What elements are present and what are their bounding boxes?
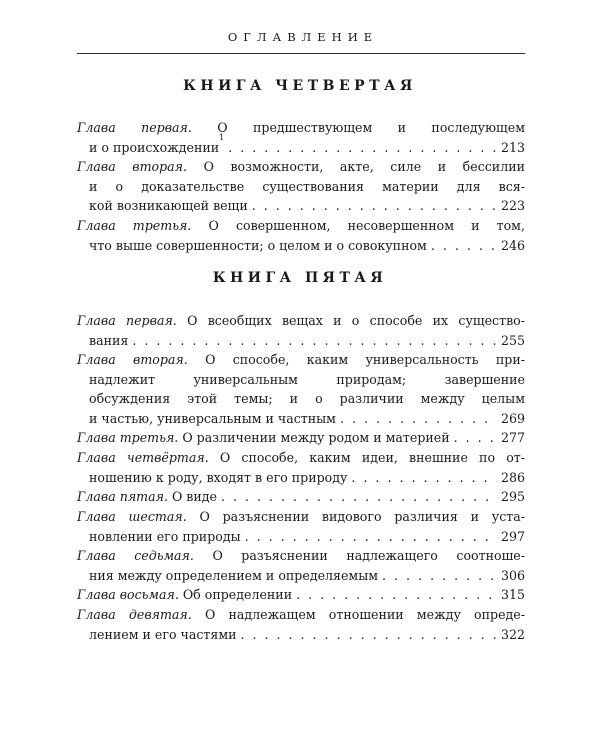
dot-leader: [252, 196, 497, 216]
toc-entry[interactable]: Глава третья. О совершенном, несовершенном и том, что выше совершенности; о целом и о совокупном . . . 246: [77, 216, 525, 255]
dot-leader: [221, 487, 497, 507]
toc-entry[interactable]: Глава седьмая. О разъяснении надлежащего соотноше- ния между определением и определяемым . . . 306: [77, 546, 525, 585]
dot-leader: [245, 527, 497, 547]
page-number: 246: [500, 237, 525, 253]
header-rule: [77, 53, 525, 54]
page-number: 277: [500, 430, 525, 445]
toc-entry[interactable]: Глава четвёртая. О способе, каким идеи, внешние по от- ношению к роду, входят в его природу . . . 286: [77, 448, 525, 487]
page-number: 286: [500, 469, 525, 485]
toc-entry[interactable]: Глава пятая. О виде . . . 295: [77, 487, 525, 507]
toc-entry[interactable]: Глава первая. О предшествующем и последующем и о происхождении 1 . . . 213: [77, 118, 525, 157]
page-number: 255: [500, 332, 525, 348]
toc-entry[interactable]: Глава вторая. О возможности, акте, силе и бессилии и о доказательстве существования материи для вся- кой возникающей вещи . . . 223: [77, 157, 525, 216]
page-number: 223: [500, 198, 525, 214]
page-number: 306: [500, 567, 525, 583]
toc-entry[interactable]: Глава шестая. О разъяснении видового различия и уста- новлении его природы . . . 297: [77, 507, 525, 546]
dot-leader: [132, 331, 497, 351]
dot-leader: [431, 236, 497, 256]
toc-entry[interactable]: Глава третья. О различении между родом и материей . . . 277: [77, 428, 525, 448]
dot-leader: [351, 468, 497, 488]
running-title: ОГЛАВЛЕНИЕ: [227, 30, 379, 44]
book-title-4: КНИГА ЧЕТВЕРТАЯ: [183, 78, 417, 94]
dot-leader: [340, 409, 497, 429]
page-number: 322: [500, 626, 525, 642]
dot-leader: [382, 566, 497, 586]
page-number: 269: [500, 410, 525, 426]
toc-entry[interactable]: Глава девятая. О надлежащем отношении между опреде- лением и его частями . . . 322: [77, 605, 525, 644]
page-number: 297: [500, 528, 525, 544]
toc-entry[interactable]: Глава вторая. О способе, каким универсальность при- надлежит универсальным природам; завершение обсуждения этой темы; и о различии между целым и частью, универсальным и частным . . . 269: [77, 350, 525, 428]
dot-leader: [228, 138, 497, 158]
page-number: 295: [500, 489, 525, 504]
dot-leader: [454, 428, 497, 448]
toc-entry[interactable]: Глава первая. О всеобщих вещах и о способе их существо- вания . . . 255: [77, 311, 525, 350]
footnote-mark: 1: [219, 132, 225, 142]
toc-entry[interactable]: Глава восьмая. Об определении . . . 315: [77, 585, 525, 605]
page-number: 213: [500, 139, 525, 155]
page-number: 315: [500, 587, 525, 602]
dot-leader: [241, 625, 497, 645]
dot-leader: [296, 585, 497, 605]
book-title-5: КНИГА ПЯТАЯ: [212, 270, 388, 286]
